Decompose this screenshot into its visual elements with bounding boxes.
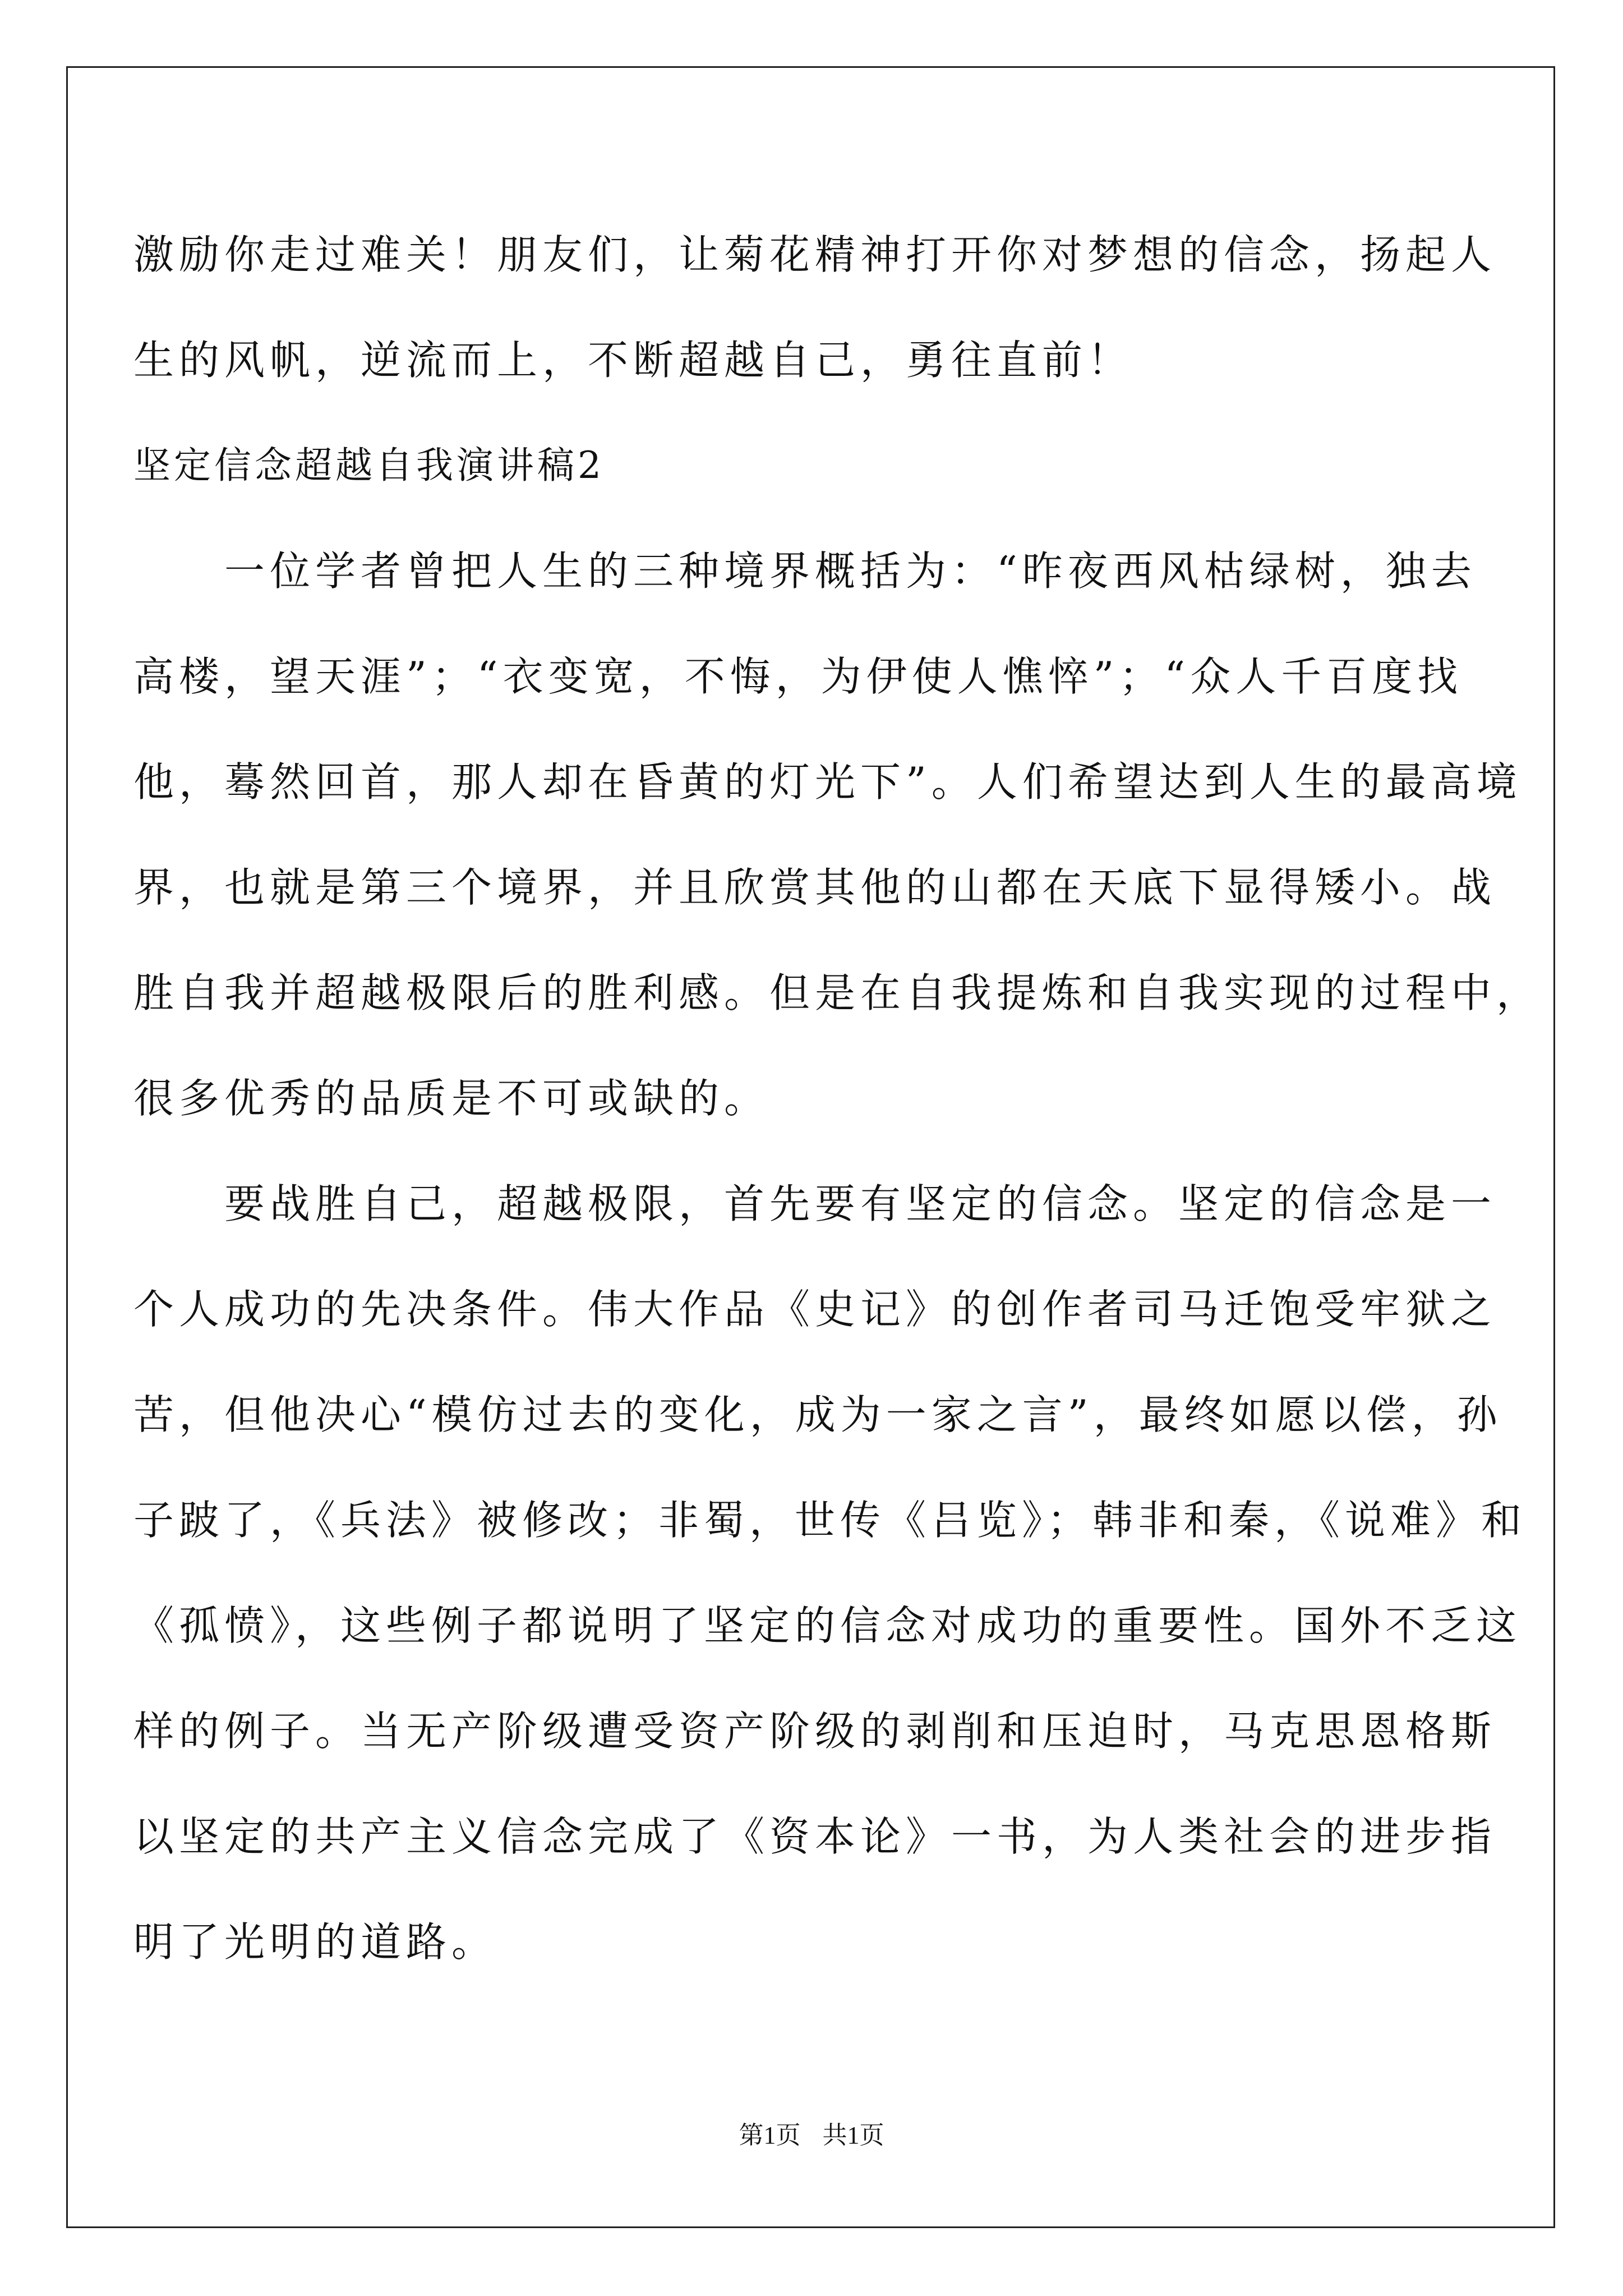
page-number: 第1页 — [739, 2122, 801, 2149]
body-line: 一位学者曾把人生的三种境界概括为：“昨夜西风枯绿树，独去 — [133, 547, 1477, 595]
body-line: 样的例子。当无产阶级遭受资产阶级的剥削和压迫时，马克思恩格斯 — [133, 1708, 1497, 1755]
section-heading: 坚定信念超越自我演讲稿2 — [133, 444, 605, 487]
body-line: 界，也就是第三个境界，并且欣赏其他的山都在天底下显得矮小。战 — [133, 864, 1497, 911]
body-line: 《孤愤》，这些例子都说明了坚定的信念对成功的重要性。国外不乏这 — [133, 1602, 1522, 1649]
page-total: 共1页 — [822, 2122, 884, 2149]
body-line: 子跛了，《兵法》被修改；非蜀，世传《吕览》；韩非和秦，《说难》和 — [133, 1497, 1527, 1544]
body-line: 明了光明的道路。 — [133, 1918, 497, 1966]
body-line: 个人成功的先决条件。伟大作品《史记》的创作者司马迁饱受牢狱之 — [133, 1286, 1497, 1333]
document-body — [133, 202, 1542, 1995]
body-line: 激励你走过难关！朋友们，让菊花精神打开你对梦想的信念，扬起人 — [133, 231, 1497, 278]
body-line: 他，蓦然回首，那人却在昏黄的灯光下”。人们希望达到人生的最高境 — [133, 758, 1522, 806]
body-line: 高楼，望天涯”；“衣变宽，不悔，为伊使人憔悴”；“众人千百度找 — [133, 653, 1463, 700]
body-line: 要战胜自己，超越极限，首先要有坚定的信念。坚定的信念是一 — [133, 1180, 1497, 1227]
page-footer — [0, 2115, 1623, 2151]
body-line: 生的风帆，逆流而上，不断超越自己，勇往直前！ — [133, 337, 1133, 384]
body-line: 以坚定的共产主义信念完成了《资本论》一书，为人类社会的进步指 — [133, 1813, 1497, 1860]
body-line: 很多优秀的品质是不可或缺的。 — [133, 1075, 770, 1122]
body-line: 苦，但他决心“模仿过去的变化，成为一家之言”，最终如愿以偿，孙 — [133, 1391, 1502, 1438]
body-line: 胜自我并超越极限后的胜利感。但是在自我提炼和自我实现的过程中， — [133, 969, 1542, 1016]
